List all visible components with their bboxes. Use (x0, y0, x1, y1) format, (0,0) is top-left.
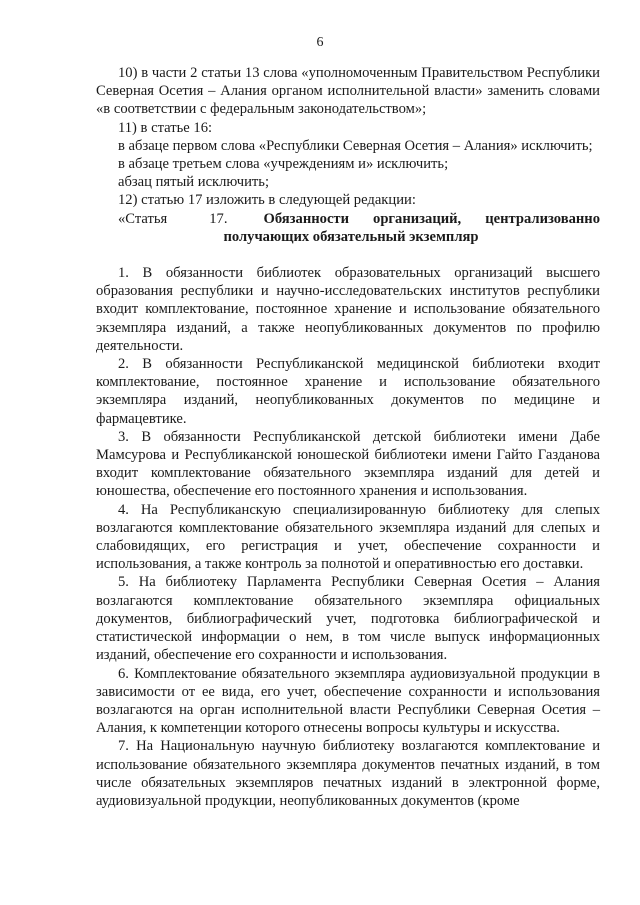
article-title-line1: Обязанности организаций, централизованно (263, 210, 600, 227)
page-number: 6 (316, 35, 324, 50)
article-clause-6: 6. Комплектование обязательного экземпляра аудиовизуальной продукции в зависимости от ее вида, его учет, обеспечение сохранности и использования возлагаются на орган исполнительной власти Республики Северная Осетия – Алания, к компетенции которого отнесены вопросы культуры и искусства. (96, 665, 600, 737)
paragraph-abzac-1: в абзаце первом слова «Республики Северная Осетия – Алания» исключить; (118, 137, 593, 154)
spacer (96, 246, 600, 264)
paragraph-abzac-3: в абзаце третьем слова «учреждениям и» исключить; (118, 156, 449, 173)
article-title-line2: получающих обязательный экземпляр (223, 228, 479, 245)
document-body (96, 64, 600, 810)
article-clause-1: 1. В обязанности библиотек образовательных организаций высшего образования республики и научно-исследовательских институтов республики входит комплектование, постоянное хранение и использование обязательного экземпляра изданий, а также неопубликованных документов по профилю деятельности. (96, 265, 600, 354)
article-clause-5: 5. На библиотеку Парламента Республики Северная Осетия – Алания возлагаются комплектование обязательного экземпляра официальных документов, библиографический учет, подготовка библиографической и статистической информации о нем, в том числе выпуск информационных изданий, обеспечение его сохранности и использования. (96, 574, 600, 664)
article-clause-3: 3. В обязанности Республиканской детской библиотеки имени Дабе Мамсурова и Республиканской юношеской библиотеки имени Гайто Газданова входит комплектование обязательного экземпляра изданий для детей и юношества, обеспечение его постоянного хранения и использования. (96, 428, 600, 500)
article-heading (118, 210, 600, 228)
paragraph-item-11: 11) в статье 16: (118, 119, 213, 136)
article-number: 17. (209, 210, 228, 227)
article-clause-2: 2. В обязанности Республиканской медицинской библиотеки входит комплектование, постоянное хранение и использование обязательного экземпляра изданий, неопубликованных документов по медицине и фармацевтике. (96, 356, 600, 427)
paragraph-item-12: 12) статью 17 изложить в следующей редакции: (118, 192, 416, 209)
article-clause-7: 7. На Национальную научную библиотеку возлагаются комплектование и использование обязательного экземпляра документов печатных изданий, в том числе обязательных экземпляров печатных изданий в электронной форме, аудиовизуальной продукции, неопубликованных документов (кроме (96, 738, 600, 809)
article-clause-4: 4. На Республиканскую специализированную библиотеку для слепых возлагаются комплектование обязательного экземпляра изданий для слепых и слабовидящих, его регистрация и учет, обеспечение сохранности и использования, а также контроль за полнотой и оперативностью его доставки. (96, 501, 600, 573)
paragraph-abzac-5: абзац пятый исключить; (118, 174, 270, 191)
paragraph-item-10: 10) в части 2 статьи 13 слова «уполномоченным Правительством Республики Северная Осетия – Алания органом исполнительной власти» заменить словами «в соответствии с федеральным законодательством»; (96, 65, 600, 118)
article-word: «Статья (118, 210, 168, 227)
